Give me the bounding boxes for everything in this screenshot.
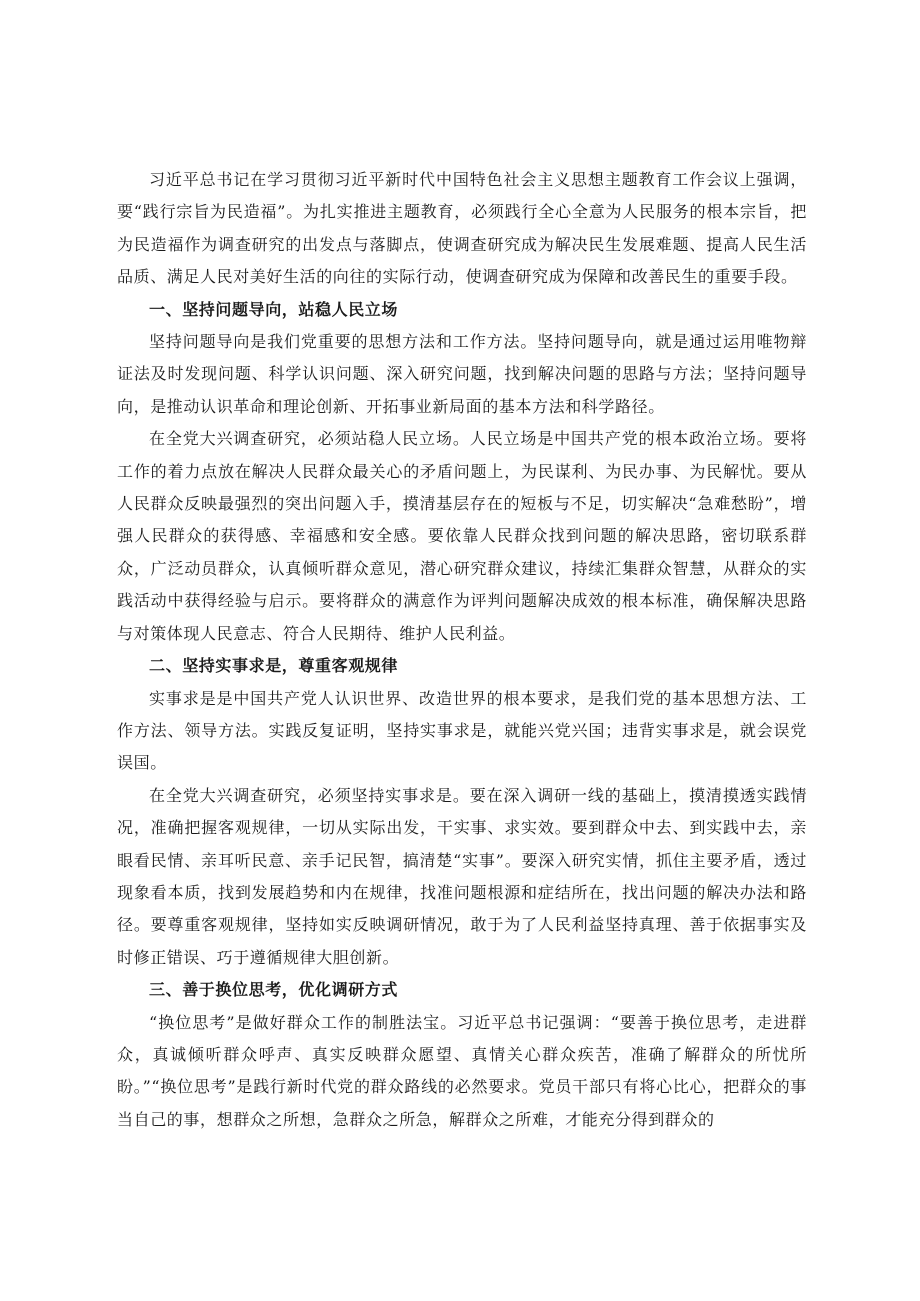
section-heading-1: 一、坚持问题导向，站稳人民立场 bbox=[149, 299, 399, 319]
section-1-paragraph-2: 在全党大兴调查研究，必须站稳人民立场。人民立场是中国共产党的根本政治立场。要将工作的着力点放在解决人民群众最关心的矛盾问题上，为民谋利、为民办事、为民解忧。要从人民群众反映最强烈的突出问题入手，摸清基层存在的短板与不足，切实解决“急难愁盼”，增强人民群众的获得感、幸福感和安全感。要依靠人民群众找到问题的解决思路，密切联系群众，广泛动员群众，认真倾听群众意见，潜心研究群众建议，持续汇集群众智慧，从群众的实践活动中获得经验与启示。要将群众的满意作为评判问题解决成效的根本标准，确保解决思路与对策体现人民意志、符合人民期待、维护人民利益。 bbox=[117, 429, 807, 643]
intro-paragraph: 习近平总书记在学习贯彻习近平新时代中国特色社会主义思想主题教育工作会议上强调，要“践行宗旨为民造福”。为扎实推进主题教育，必须践行全心全意为人民服务的根本宗旨，把为民造福作为调查研究的出发点与落脚点，使调查研究成为解决民生发展难题、提高人民生活品质、满足人民对美好生活的向往的实际行动，使调查研究成为保障和改善民生的重要手段。 bbox=[117, 170, 807, 287]
section-1-paragraph-1: 坚持问题导向是我们党重要的思想方法和工作方法。坚持问题导向，就是通过运用唯物辩证法及时发现问题、科学认识问题、深入研究问题，找到解决问题的思路与方法；坚持问题导向，是推动认识革命和理论创新、开拓事业新局面的基本方法和科学路径。 bbox=[117, 332, 807, 416]
section-2-paragraph-2: 在全党大兴调查研究，必须坚持实事求是。要在深入调研一线的基础上，摸清摸透实践情况，准确把握客观规律，一切从实际出发，干实事、求实效。要到群众中去、到实践中去，亲眼看民情、亲耳听民意、亲手记民智，搞清楚“实事”。要深入研究实情，抓住主要矛盾，透过现象看本质，找到发展趋势和内在规律，找准问题根源和症结所在，找出问题的解决办法和路径。要尊重客观规律，坚持如实反映调研情况，敢于为了人民利益坚持真理、善于依据事实及时修正错误、巧于遵循规律大胆创新。 bbox=[117, 785, 807, 967]
section-heading-2: 二、坚持实事求是，尊重客观规律 bbox=[149, 656, 399, 676]
section-heading-3: 三、善于换位思考，优化调研方式 bbox=[149, 980, 399, 1000]
section-3-paragraph-1: “换位思考”是做好群众工作的制胜法宝。习近平总书记强调：“要善于换位思考，走进群众，真诚倾听群众呼声、真实反映群众愿望、真情关心群众疾苦，准确了解群众的所忧所盼。”“换位思考”是践行新时代党的群众路线的必然要求。党员干部只有将心比心，把群众的事当自己的事，想群众之所想，急群众之所急，解群众之所难，才能充分得到群众的 bbox=[117, 1012, 807, 1129]
document-body bbox=[117, 164, 807, 1136]
section-2-paragraph-1: 实事求是是中国共产党人认识世界、改造世界的根本要求，是我们党的基本思想方法、工作方法、领导方法。实践反复证明，坚持实事求是，就能兴党兴国；违背实事求是，就会误党误国。 bbox=[117, 688, 807, 773]
